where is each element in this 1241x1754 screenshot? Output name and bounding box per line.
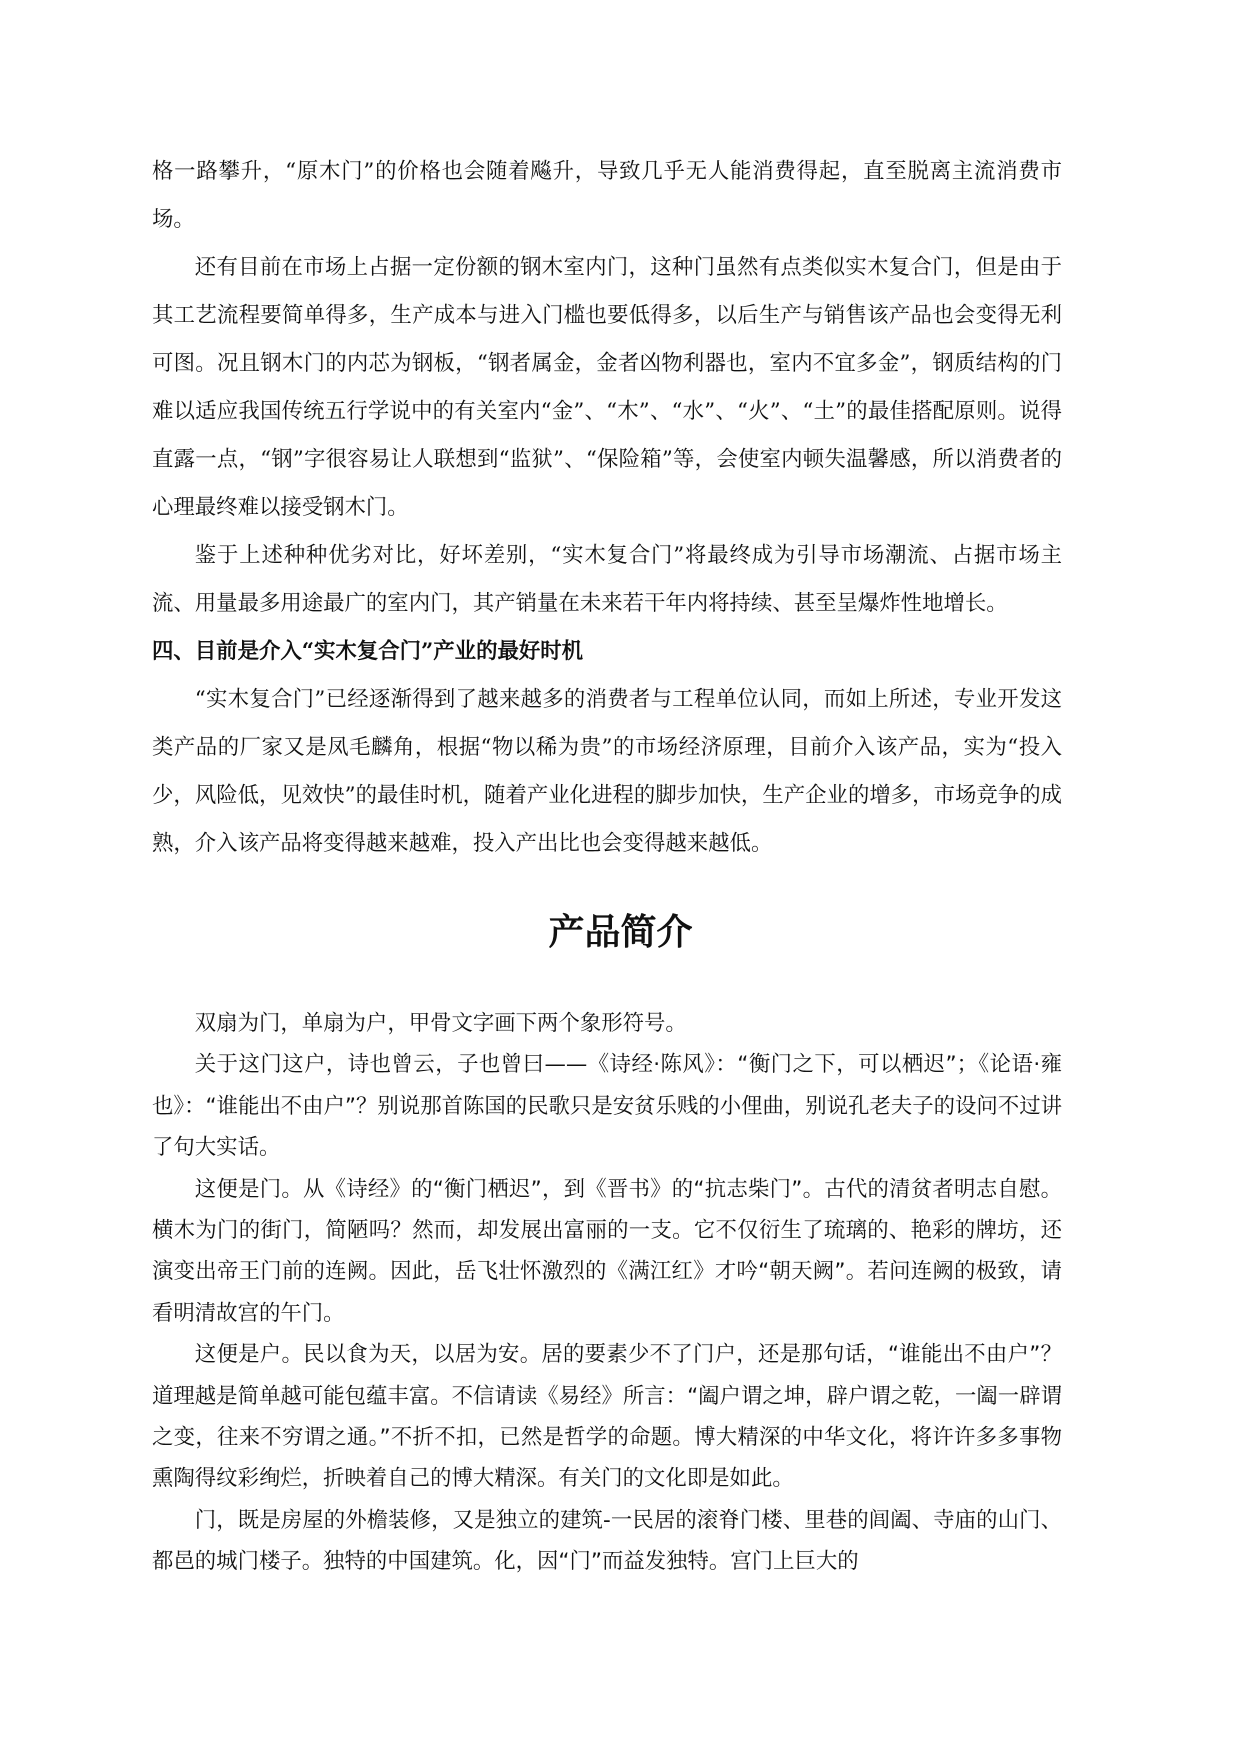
market-analysis-section	[152, 148, 1062, 868]
paragraph-door-definition: 双扇为门，单扇为户，甲骨文字画下两个象形符号。	[194, 1011, 687, 1036]
product-intro-section	[152, 1003, 1062, 1583]
paragraph-log-door-price: 格一路攀升，“原木门”的价格也会随着飚升，导致几乎无人能消费得起，直至脱离主流消费市场。	[152, 159, 1062, 232]
paragraph-door-architecture: 门，既是房屋的外檐装修，又是独立的建筑-一民居的滚脊门楼、里巷的闾阖、寺庙的山门、都邑的城门楼子。独特的中国建筑。化，因“门”而益发独特。宫门上巨大的	[152, 1507, 1062, 1575]
paragraph-this-is-household: 这便是户。民以食为天，以居为安。居的要素少不了门户，还是那句话，“谁能出不由户”？道理越是简单越可能包蕴丰富。不信请读《易经》所言：“阖户谓之坤，辟户谓之乾，一阖一辟谓之变，往来不穷谓之通。”不折不扣，已然是哲学的命题。博大精深的中华文化，将许许多多事物熏陶得纹彩绚烂，折映着自己的博大精深。有关门的文化即是如此。	[152, 1342, 1062, 1492]
paragraph-steel-wood-door: 还有目前在市场上占据一定份额的钢木室内门，这种门虽然有点类似实木复合门，但是由于其工艺流程要简单得多，生产成本与进入门槛也要低得多，以后生产与销售该产品也会变得无利可图。况且钢木门的内芯为钢板，“钢者属金，金者凶物利器也，室内不宜多金”，钢质结构的门难以适应我国传统五行学说中的有关室内“金”、“木”、“水”、“火”、“土”的最佳搭配原则。说得直露一点，“钢”字很容易让人联想到“监狱”、“保险箱”等，会使室内顿失温馨感，所以消费者的心理最终难以接受钢木门。	[152, 255, 1062, 520]
paragraph-this-is-door: 这便是门。从《诗经》的“衡门栖迟”，到《晋书》的“抗志柴门”。古代的清贫者明志自慰。横木为门的街门，简陋吗？然而，却发展出富丽的一支。它不仅衍生了琉璃的、艳彩的牌坊，还演变出帝王门前的连阙。因此，岳飞壮怀激烈的《满江红》才吟“朝天阙”。若问连阙的极致，请看明清故宫的午门。	[152, 1176, 1062, 1326]
paragraph-conclusion: 鉴于上述种种优劣对比，好坏差别，“实木复合门”将最终成为引导市场潮流、占据市场主流、用量最多用途最广的室内门，其产销量在未来若干年内将持续、甚至呈爆炸性地增长。	[152, 543, 1062, 616]
paragraph-classics-quotes: 关于这门这户，诗也曾云，子也曾曰——《诗经·陈风》：“衡门之下，可以栖迟”；《论语·雍也》：“谁能出不由户”？别说那首陈国的民歌只是安贫乐贱的小俚曲，别说孔老夫子的设问不过讲了句大实话。	[152, 1052, 1062, 1161]
product-intro-title: 产品简介	[548, 912, 693, 953]
paragraph-best-timing: “实木复合门”已经逐渐得到了越来越多的消费者与工程单位认同，而如上所述，专业开发这类产品的厂家又是凤毛麟角，根据“物以稀为贵”的市场经济原理，目前介入该产品，实为“投入少，风险低，见效快”的最佳时机，随着产业化进程的脚步加快，生产企业的增多，市场竞争的成熟，介入该产品将变得越来越难，投入产出比也会变得越来越低。	[152, 687, 1062, 856]
section-heading-best-timing: 四、目前是介入“实木复合门”产业的最好时机	[152, 639, 584, 664]
